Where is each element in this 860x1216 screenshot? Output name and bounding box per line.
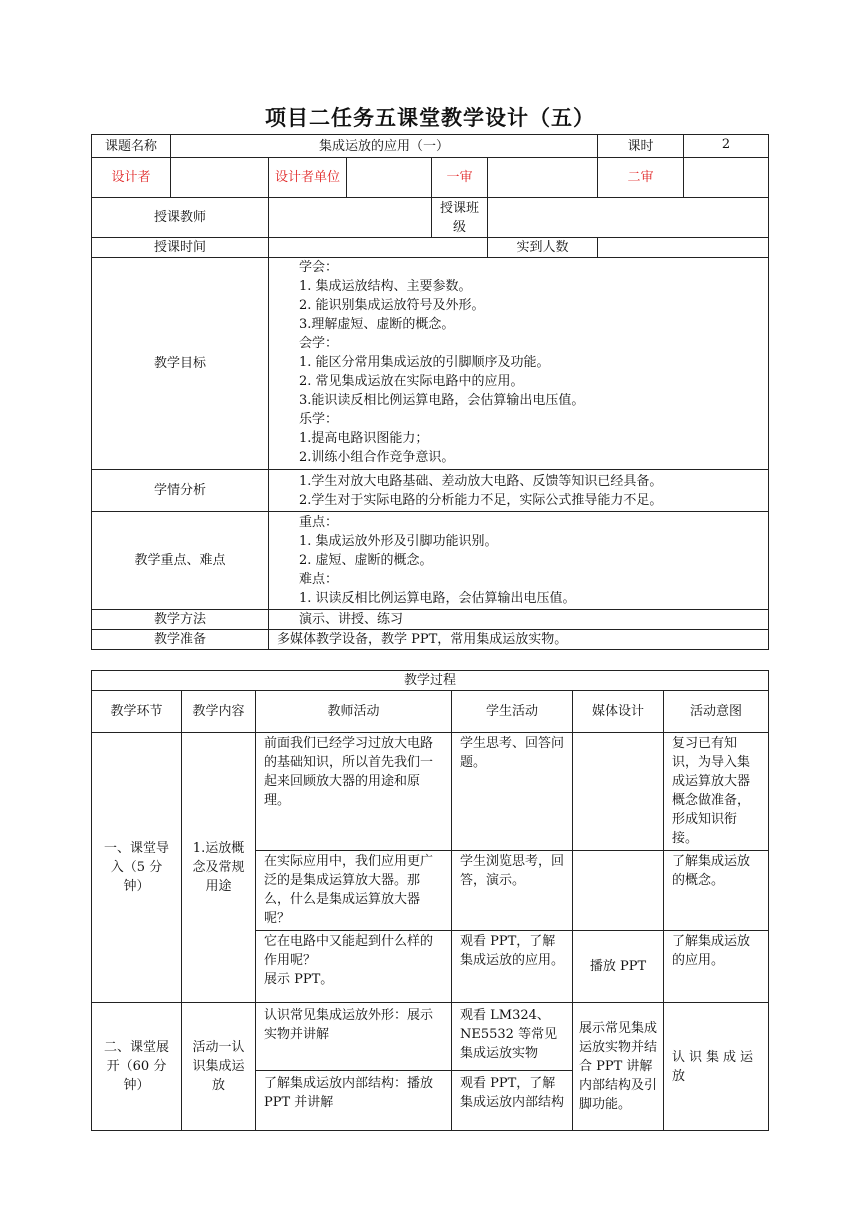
- keypoints-line: 1. 识读反相比例运算电路，会估算输出电压值。: [299, 591, 576, 606]
- objective-line: 2. 能识别集成运放符号及外形。: [299, 298, 485, 313]
- student-activity: 学生思考、回答问题。: [452, 733, 573, 851]
- attendance-value: [598, 238, 769, 258]
- objective-line: 会学：: [299, 336, 339, 351]
- designer-label: 设计者: [92, 158, 171, 198]
- hours-label: 课时: [598, 135, 684, 158]
- content-1: 1.运放概念及常规用途: [182, 733, 256, 1003]
- process-title: 教学过程: [92, 671, 769, 691]
- header-media: 媒体设计: [573, 691, 664, 733]
- teacher-activity: 在实际应用中，我们应用更广泛的是集成运算放大器。那么，什么是集成运算放大器呢？: [256, 851, 452, 931]
- objective-line: 2. 常见集成运放在实际电路中的应用。: [299, 374, 524, 389]
- teacher-value: [269, 198, 432, 238]
- keypoints-line: 2. 虚短、虚断的概念。: [299, 553, 433, 568]
- media-design: 展示常见集成运放实物并结合 PPT 讲解内部结构及引脚功能。: [573, 1003, 664, 1131]
- header-intent: 活动意图: [664, 691, 769, 733]
- info-table: [91, 134, 769, 650]
- attendance-label: 实到人数: [488, 238, 598, 258]
- objectives-label: 教学目标: [92, 258, 269, 470]
- analysis-content: [269, 470, 769, 512]
- review2-value: [684, 158, 769, 198]
- teacher-activity: [256, 931, 452, 1003]
- activity-intent: 了解集成运放的概念。: [664, 851, 769, 931]
- method-label: 教学方法: [92, 610, 269, 630]
- time-value: [269, 238, 488, 258]
- keypoints-line: 重点：: [299, 515, 339, 530]
- review1-label: 一审: [432, 158, 488, 198]
- analysis-line: 2.学生对于实际电路的分析能力不足，实际公式推导能力不足。: [299, 492, 663, 508]
- teacher-activity-text: 它在电路中又能起到什么样的作用呢？: [264, 934, 434, 968]
- content-2: 活动一认识集成运放: [182, 1003, 256, 1131]
- topic-label: 课题名称: [92, 135, 171, 158]
- topic-value: 集成运放的应用（一）: [171, 135, 598, 158]
- class-value: [488, 198, 769, 238]
- class-label: 授课班级: [432, 198, 488, 238]
- header-stage: 教学环节: [92, 691, 182, 733]
- page-title: 项目二任务五课堂教学设计（五）: [265, 106, 595, 130]
- teacher-activity: 认识常见集成运放外形：展示实物并讲解: [256, 1003, 452, 1071]
- designer-unit-value: [347, 158, 432, 198]
- student-activity: 观看 PPT，了解集成运放的应用。: [452, 931, 573, 1003]
- objectives-content: [269, 258, 769, 470]
- process-table: [91, 670, 769, 1131]
- teacher-activity-text: 展示 PPT。: [264, 972, 334, 987]
- student-activity: 观看 LM324、NE5532 等常见集成运放实物: [452, 1003, 573, 1071]
- header-student: 学生活动: [452, 691, 573, 733]
- objective-line: 学会：: [299, 260, 339, 275]
- teacher-label: 授课教师: [92, 198, 269, 238]
- activity-intent: 复习已有知识，为导入集成运算放大器概念做准备，形成知识衔接。: [664, 733, 769, 851]
- analysis-label: 学情分析: [92, 470, 269, 512]
- review1-value: [488, 158, 598, 198]
- objective-line: 3.理解虚短、虚断的概念。: [299, 317, 455, 332]
- designer-value: [171, 158, 269, 198]
- designer-unit-label: 设计者单位: [269, 158, 347, 198]
- prep-label: 教学准备: [92, 630, 269, 650]
- hours-value: 2: [684, 135, 769, 158]
- objective-line: 1. 能区分常用集成运放的引脚顺序及功能。: [299, 355, 550, 370]
- student-activity: 观看 PPT，了解集成运放内部结构: [452, 1071, 573, 1131]
- objective-line: 乐学：: [299, 412, 339, 427]
- keypoints-line: 1. 集成运放外形及引脚功能识别。: [299, 534, 498, 549]
- prep-value: 多媒体教学设备，教学 PPT，常用集成运放实物。: [269, 630, 769, 650]
- stage-2: 二、课堂展开（60 分钟）: [92, 1003, 182, 1131]
- media-design: 播放 PPT: [573, 931, 664, 1003]
- header-teacher: 教师活动: [256, 691, 452, 733]
- analysis-line: 1.学生对放大电路基础、差动放大电路、反馈等知识已经具备。: [299, 473, 663, 489]
- objective-line: 1. 集成运放结构、主要参数。: [299, 279, 472, 294]
- media-design: [573, 733, 664, 851]
- activity-intent: 认识集成运放: [664, 1003, 769, 1131]
- keypoints-line: 难点：: [299, 572, 339, 587]
- objective-line: 2.训练小组合作竞争意识。: [299, 450, 455, 465]
- student-activity: 学生浏览思考，回答，演示。: [452, 851, 573, 931]
- keypoints-content: [269, 512, 769, 610]
- keypoints-label: 教学重点、难点: [92, 512, 269, 610]
- teacher-activity: 前面我们已经学习过放大电路的基础知识，所以首先我们一起来回顾放大器的用途和原理。: [256, 733, 452, 851]
- media-design: [573, 851, 664, 931]
- activity-intent: 了解集成运放的应用。: [664, 931, 769, 1003]
- header-content: 教学内容: [182, 691, 256, 733]
- teacher-activity: 了解集成运放内部结构：播放 PPT 并讲解: [256, 1071, 452, 1131]
- method-value: 演示、讲授、练习: [269, 610, 769, 630]
- stage-1: 一、课堂导入（5 分钟）: [92, 733, 182, 1003]
- review2-label: 二审: [598, 158, 684, 198]
- objective-line: 1.提高电路识图能力；: [299, 431, 429, 446]
- objective-line: 3.能识读反相比例运算电路，会估算输出电压值。: [299, 393, 585, 408]
- time-label: 授课时间: [92, 238, 269, 258]
